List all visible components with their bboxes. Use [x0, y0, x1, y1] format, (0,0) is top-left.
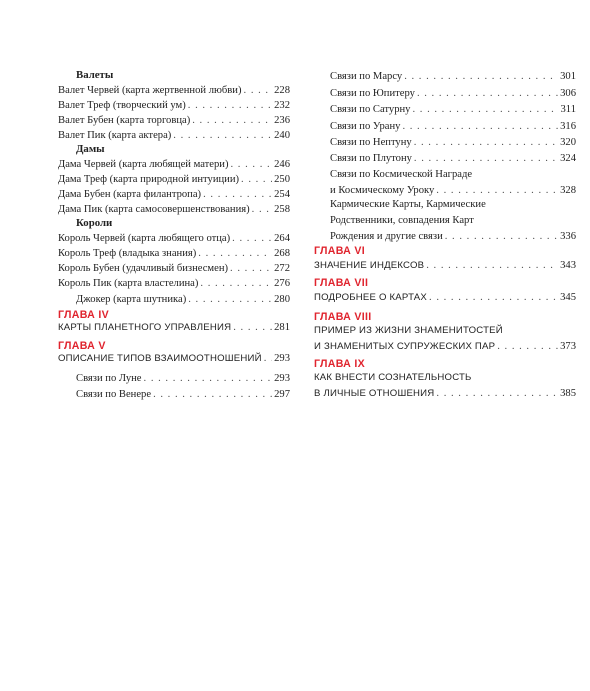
section-heading-queens: Дамы — [76, 143, 105, 155]
toc-entry[interactable] — [58, 246, 290, 262]
leader-dots — [144, 371, 273, 387]
leader-dots — [241, 172, 272, 188]
entry-page: 297 — [274, 389, 290, 400]
toc-entry[interactable] — [58, 261, 290, 277]
entry-page: 293 — [274, 353, 290, 364]
leader-dots — [445, 229, 558, 245]
leader-dots — [188, 98, 272, 114]
entry-page: 246 — [274, 159, 290, 170]
chapter-label-9: ГЛАВА IX — [314, 358, 365, 370]
entry-title-line: В ЛИЧНЫЕ ОТНОШЕНИЯ — [314, 388, 435, 399]
entry-page: 280 — [274, 294, 290, 305]
leader-dots — [414, 135, 558, 151]
entry-title: Связи по Луне — [76, 373, 142, 384]
entry-title: ПОДРОБНЕЕ О КАРТАХ — [314, 292, 428, 303]
leader-dots — [429, 290, 558, 306]
entry-page: 328 — [560, 185, 576, 196]
entry-title-line: Родственники, совпадения Карт — [330, 215, 474, 226]
entry-title: Король Червей (карта любящего отца) — [58, 233, 231, 244]
entry-title-line: И ЗНАМЕНИТЫХ СУПРУЖЕСКИХ ПАР — [314, 341, 496, 352]
entry-page: 316 — [560, 121, 576, 132]
entry-title: Валет Пик (карта актера) — [58, 130, 172, 141]
toc-entry[interactable] — [58, 231, 290, 247]
toc-chapter-4[interactable] — [58, 320, 290, 336]
entry-page: 232 — [274, 100, 290, 111]
chapter-label-8: ГЛАВА VIII — [314, 311, 372, 323]
chapter-label-5: ГЛАВА V — [58, 340, 106, 352]
toc-entry[interactable] — [58, 172, 290, 188]
leader-dots — [497, 339, 558, 355]
toc-entry[interactable] — [76, 387, 290, 403]
entry-title: Валет Червей (карта жертвенной любви) — [58, 85, 242, 96]
toc-entry[interactable] — [58, 83, 290, 99]
entry-title-line: Кармические Карты, Кармические — [330, 199, 486, 210]
entry-page: 311 — [560, 104, 576, 115]
leader-dots — [426, 258, 558, 274]
entry-title: Связи по Плутону — [330, 153, 412, 164]
entry-title-line: и Космическому Уроку — [330, 185, 435, 196]
leader-dots — [203, 187, 272, 203]
entry-title: Валет Бубен (карта торговца) — [58, 115, 191, 126]
toc-entry[interactable] — [58, 276, 290, 292]
entry-title: Дама Пик (карта самосовершенствования) — [58, 204, 250, 215]
entry-title: Связи по Сатурну — [330, 104, 411, 115]
entry-page: 336 — [560, 231, 576, 242]
entry-page: 240 — [274, 130, 290, 141]
leader-dots — [252, 202, 272, 218]
entry-page: 343 — [560, 260, 576, 271]
entry-page: 236 — [274, 115, 290, 126]
toc-entry[interactable] — [330, 151, 576, 167]
leader-dots — [230, 261, 272, 277]
toc-chapter-7[interactable] — [314, 290, 576, 306]
entry-title-line: ПРИМЕР ИЗ ЖИЗНИ ЗНАМЕНИТОСТЕЙ — [314, 325, 503, 336]
entry-page: 250 — [274, 174, 290, 185]
entry-title: Король Треф (владыка знания) — [58, 248, 197, 259]
toc-entry[interactable] — [330, 102, 576, 118]
leader-dots — [188, 292, 272, 308]
toc-entry[interactable] — [76, 371, 290, 387]
entry-page: 268 — [274, 248, 290, 259]
entry-page: 320 — [560, 137, 576, 148]
entry-page: 345 — [560, 292, 576, 303]
entry-title-line: Рождения и другие связи — [330, 231, 443, 242]
entry-title: ЗНАЧЕНИЕ ИНДЕКСОВ — [314, 260, 425, 271]
entry-title: ОПИСАНИЕ ТИПОВ ВЗАИМООТНОШЕНИЙ — [58, 353, 262, 364]
chapter-label-6: ГЛАВА VI — [314, 245, 365, 257]
entry-title: Король Бубен (удачливый бизнесмен) — [58, 263, 229, 274]
chapter-label-7: ГЛАВА VII — [314, 277, 369, 289]
toc-entry[interactable] — [330, 69, 576, 85]
entry-title: Дама Бубен (карта филантропа) — [58, 189, 202, 200]
entry-title: КАРТЫ ПЛАНЕТНОГО УПРАВЛЕНИЯ — [58, 322, 232, 333]
entry-page: 276 — [274, 278, 290, 289]
section-heading-kings: Короли — [76, 217, 113, 229]
leader-dots — [173, 128, 272, 144]
toc-chapter-6[interactable] — [314, 258, 576, 274]
leader-dots — [231, 157, 273, 173]
entry-title: Король Пик (карта властелина) — [58, 278, 199, 289]
entry-page: 258 — [274, 204, 290, 215]
leader-dots — [417, 86, 558, 102]
toc-entry[interactable] — [58, 98, 290, 114]
toc-entry[interactable] — [58, 157, 290, 173]
toc-entry[interactable] — [330, 86, 576, 102]
entry-title: Дама Червей (карта любящей матери) — [58, 159, 229, 170]
toc-entry[interactable] — [330, 119, 576, 135]
toc-chapter-9[interactable] — [314, 370, 576, 402]
leader-dots — [402, 119, 558, 135]
leader-dots — [264, 351, 272, 367]
leader-dots — [436, 386, 558, 402]
entry-page: 254 — [274, 189, 290, 200]
entry-page: 373 — [560, 341, 576, 352]
leader-dots — [412, 102, 558, 118]
leader-dots — [233, 320, 272, 336]
toc-entry-karmic[interactable] — [330, 197, 576, 245]
toc-chapter-8[interactable] — [314, 323, 576, 355]
toc-chapter-5[interactable] — [58, 351, 290, 367]
entry-title: Дама Треф (карта природной интуиции) — [58, 174, 240, 185]
entry-page: 228 — [274, 85, 290, 96]
entry-title: Связи по Марсу — [330, 71, 403, 82]
toc-entry[interactable] — [58, 187, 290, 203]
leader-dots — [200, 276, 272, 292]
entry-title-line: КАК ВНЕСТИ СОЗНАТЕЛЬНОСТЬ — [314, 372, 472, 383]
entry-page: 272 — [274, 263, 290, 274]
toc-entry[interactable] — [58, 113, 290, 129]
leader-dots — [232, 231, 272, 247]
toc-entry[interactable] — [330, 135, 576, 151]
entry-page: 306 — [560, 88, 576, 99]
leader-dots — [414, 151, 558, 167]
chapter-label-4: ГЛАВА IV — [58, 309, 109, 321]
entry-title: Связи по Венере — [76, 389, 152, 400]
section-heading-valets: Валеты — [76, 69, 114, 81]
entry-page: 293 — [274, 373, 290, 384]
entry-page: 385 — [560, 388, 576, 399]
leader-dots — [153, 387, 272, 403]
entry-page: 301 — [560, 71, 576, 82]
entry-title: Связи по Урану — [330, 121, 401, 132]
entry-title: Джокер (карта шутника) — [76, 294, 187, 305]
entry-page: 324 — [560, 153, 576, 164]
leader-dots — [404, 69, 558, 85]
entry-title-line: Связи по Космической Награде — [330, 169, 473, 180]
leader-dots — [192, 113, 272, 129]
entry-title: Валет Треф (творческий ум) — [58, 100, 186, 111]
leader-dots — [244, 83, 273, 99]
toc-entry-joker[interactable] — [76, 292, 290, 308]
entry-page: 264 — [274, 233, 290, 244]
entry-page: 281 — [274, 322, 290, 333]
entry-title: Связи по Юпитеру — [330, 88, 415, 99]
toc-entry-cosmic[interactable] — [330, 167, 576, 199]
entry-title: Связи по Нептуну — [330, 137, 412, 148]
leader-dots — [198, 246, 272, 262]
